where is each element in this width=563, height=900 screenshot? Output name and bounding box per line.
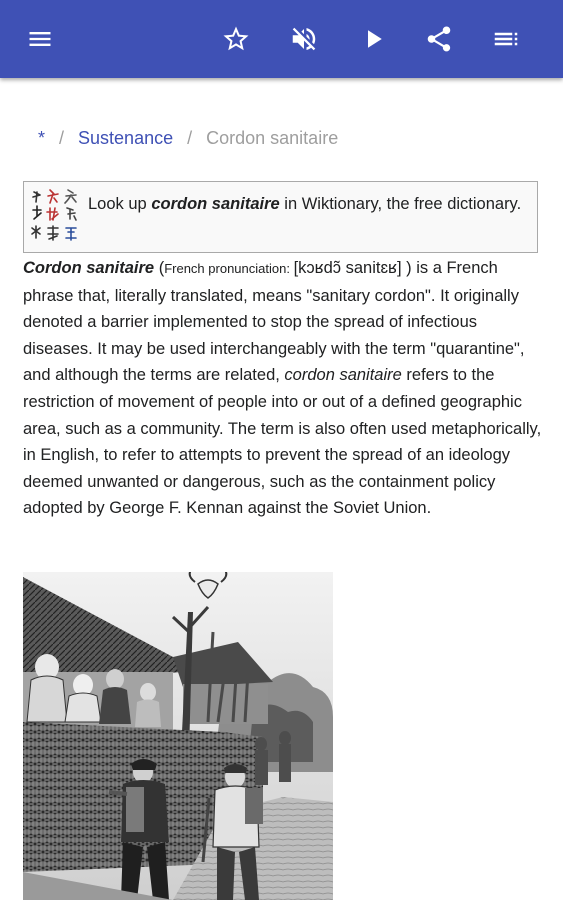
breadcrumb-parent-link[interactable]: Sustenance [78, 128, 174, 148]
engraving-illustration [23, 572, 333, 900]
article-rest: refers to the restriction of movement of people into or out of a defined geographic area, such as a community. The term is also often used metaphorically, in English, to refer to attempts to prevent the spread of an ideology deemed unwanted or dangerous, such as the containment policy adopted by George F. Kennan against the Soviet Union. [23, 366, 542, 518]
article-content [0, 78, 563, 900]
table-of-contents-icon[interactable] [488, 21, 524, 57]
star-outline-icon[interactable] [218, 21, 254, 57]
wiktionary-term-link[interactable]: cordon sanitaire [151, 195, 280, 213]
app-bar [0, 0, 563, 78]
pronunciation-label[interactable]: French pronunciation: [164, 261, 294, 276]
lead-term: Cordon sanitaire [23, 259, 155, 277]
wiktionary-prefix: Look up [88, 195, 152, 213]
wiktionary-note [88, 191, 528, 218]
breadcrumb-home-link[interactable]: * [38, 128, 46, 148]
share-icon[interactable] [421, 21, 457, 57]
wiktionary-suffix: in Wiktionary, the free dictionary. [279, 195, 522, 213]
breadcrumb-separator: / [187, 128, 193, 148]
hamburger-menu-icon[interactable] [22, 21, 58, 57]
wiktionary-logo-icon [28, 186, 86, 248]
wiktionary-box [23, 181, 538, 253]
ipa-text[interactable]: [kɔʁdɔ̃ sanitɛʁ] [293, 259, 407, 277]
article-paragraph [23, 255, 545, 522]
article-image[interactable] [23, 572, 333, 900]
breadcrumb [38, 128, 338, 149]
play-icon[interactable] [355, 21, 391, 57]
pronunciation-open: ( [154, 259, 165, 277]
breadcrumb-current: Cordon sanitaire [206, 128, 339, 148]
volume-off-icon[interactable] [286, 21, 322, 57]
breadcrumb-separator: / [59, 128, 65, 148]
pronunciation-close: ) is a French phrase that, literally translated, means "sanitary cordon". It originally denoted a barrier implemented to stop the spread of infectious diseases. It may be used interchangeably with the term "quarantine", and although the terms are related, [23, 259, 525, 385]
italic-term: cordon sanitaire [284, 366, 402, 385]
